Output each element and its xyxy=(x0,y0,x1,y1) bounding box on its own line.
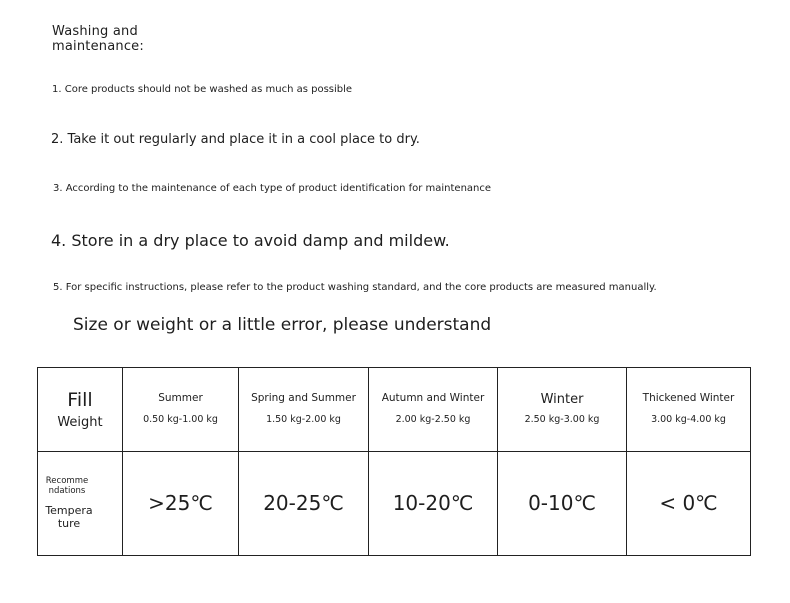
weight-range: 2.50 kg-3.00 kg xyxy=(524,414,600,426)
season-cell-autumn-winter xyxy=(369,368,498,452)
temp-cell-autumn-winter xyxy=(369,451,498,555)
temp-cell-summer xyxy=(123,451,239,555)
season-cell-summer xyxy=(123,368,239,452)
weight-label: Weight xyxy=(57,414,103,430)
recommended-temperature-header-cell xyxy=(38,451,123,555)
fill-weight-header-cell xyxy=(38,368,123,452)
season-label: Spring and Summer xyxy=(251,392,356,405)
instruction-line-2: 2. Take it out regularly and place it in a cool place to dry. xyxy=(51,132,420,147)
weight-range: 1.50 kg-2.00 kg xyxy=(266,414,341,426)
temperature-label: Temperature xyxy=(45,504,93,531)
temperature-value: 20-25℃ xyxy=(263,491,344,516)
season-cell-thickened-winter xyxy=(627,368,751,452)
instruction-line-3: 3. According to the maintenance of each type of product identification for maintenance xyxy=(53,183,492,194)
recommendations-label: Recommendations xyxy=(45,476,89,497)
temperature-value: < 0℃ xyxy=(659,491,718,516)
weight-range: 3.00 kg-4.00 kg xyxy=(651,414,726,426)
season-label: Summer xyxy=(158,392,203,405)
weight-range: 0.50 kg-1.00 kg xyxy=(143,414,218,426)
temperature-value: >25℃ xyxy=(148,491,213,516)
instruction-line-4: 4. Store in a dry place to avoid damp and mildew. xyxy=(51,231,450,250)
season-label: Winter xyxy=(540,392,584,408)
size-weight-disclaimer: Size or weight or a little error, please understand xyxy=(73,315,492,335)
temp-cell-spring-summer xyxy=(239,451,369,555)
temperature-value: 10-20℃ xyxy=(392,491,474,516)
season-cell-winter xyxy=(498,368,627,452)
temp-cell-thickened-winter xyxy=(627,451,751,555)
season-label: Thickened Winter xyxy=(642,392,735,405)
fill-label: Fill xyxy=(67,388,93,411)
weight-row xyxy=(38,368,751,452)
temperature-value: 0-10℃ xyxy=(528,491,596,516)
fill-weight-table xyxy=(37,367,751,556)
season-cell-spring-summer xyxy=(239,368,369,452)
weight-range: 2.00 kg-2.50 kg xyxy=(395,414,471,426)
season-label: Autumn and Winter xyxy=(381,392,485,405)
washing-heading: Washing and maintenance: xyxy=(52,24,144,54)
instruction-line-1: 1. Core products should not be washed as much as possible xyxy=(52,84,353,95)
instruction-line-5: 5. For specific instructions, please refer to the product washing standard, and the core products are measured manually. xyxy=(53,282,657,293)
temperature-row xyxy=(38,451,751,555)
temp-cell-winter xyxy=(498,451,627,555)
